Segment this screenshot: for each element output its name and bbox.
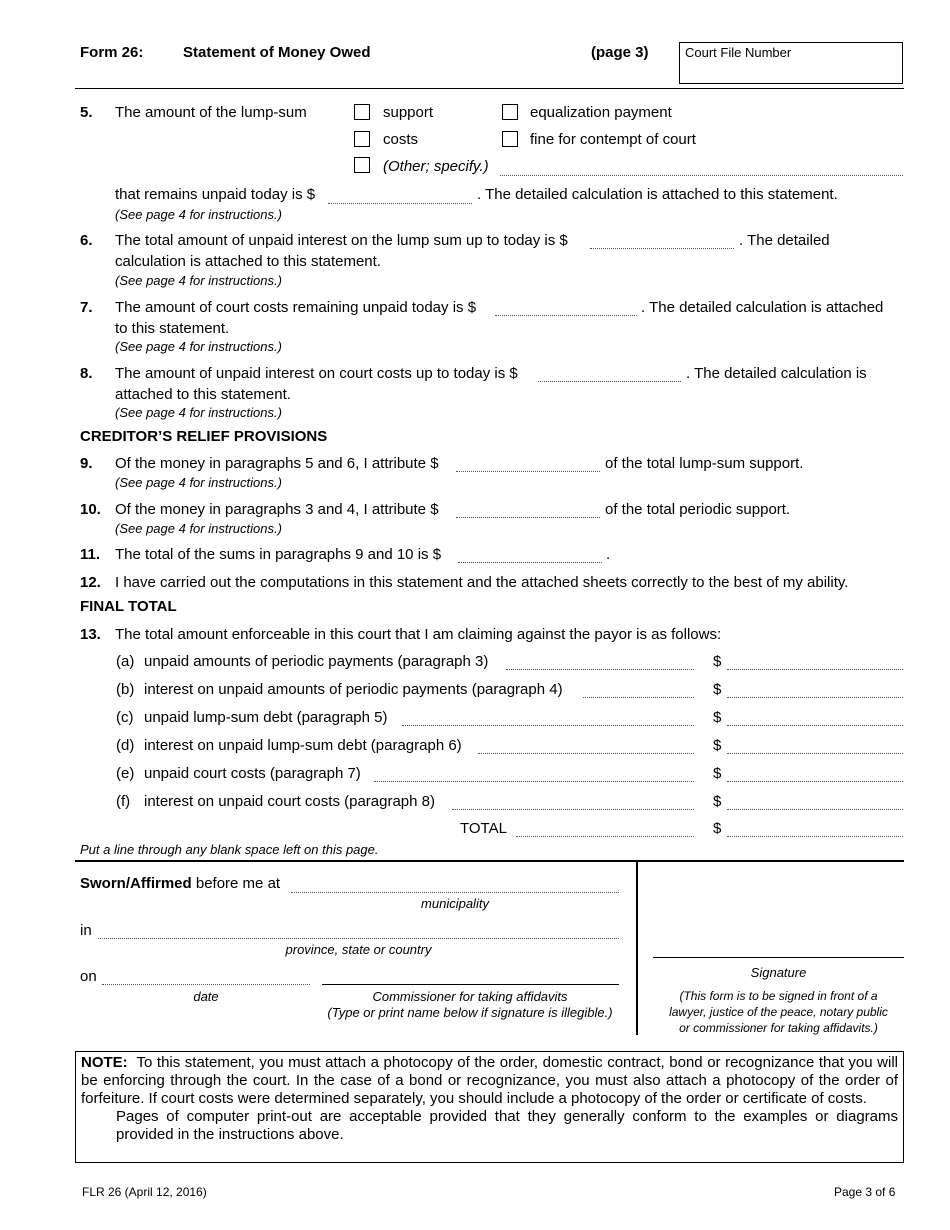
other-checkbox[interactable] [354, 157, 370, 173]
p7-line2: to this statement. [115, 320, 230, 337]
item-letter: (b) [116, 681, 135, 698]
p10-pre: Of the money in paragraphs 3 and 4, I attribute $ [115, 501, 439, 518]
province-field[interactable] [98, 938, 619, 939]
equalization-payment-label: equalization payment [530, 104, 672, 121]
fine-contempt-checkbox[interactable] [502, 131, 518, 147]
p9-instructions: (See page 4 for instructions.) [115, 475, 282, 490]
province-label: province, state or country [285, 942, 432, 957]
p13-number: 13. [80, 626, 101, 643]
item-amount-field[interactable] [727, 697, 903, 698]
currency-sign: $ [713, 681, 722, 698]
in-label: in [80, 922, 92, 939]
costs-checkbox[interactable] [354, 131, 370, 147]
total-leader [516, 836, 694, 837]
currency-sign: $ [713, 765, 722, 782]
municipality-field[interactable] [291, 892, 619, 893]
date-field[interactable] [102, 984, 310, 985]
item-amount-field[interactable] [727, 725, 903, 726]
support-checkbox[interactable] [354, 104, 370, 120]
item-label: interest on unpaid amounts of periodic payments (paragraph 4) [144, 681, 563, 698]
sworn-block-top-rule [75, 860, 904, 862]
note-text-2: Pages of computer print-out are acceptable provided that they generally conform to the examples or diagrams provided in the instructions above. [116, 1108, 898, 1143]
p7-number: 7. [80, 299, 93, 316]
equalization-payment-checkbox[interactable] [502, 104, 518, 120]
p9-number: 9. [80, 455, 93, 472]
signature-note-1: (This form is to be signed in front of a [679, 989, 878, 1003]
p6-line2: calculation is attached to this statement. [115, 253, 381, 270]
item-leader [374, 781, 694, 782]
note-box [75, 1051, 904, 1163]
p7-line1-post: . The detailed calculation is attached [641, 299, 884, 316]
p10-number: 10. [80, 501, 101, 518]
item-label: interest on unpaid lump-sum debt (paragraph 6) [144, 737, 462, 754]
commissioner-signature-line[interactable] [322, 984, 619, 985]
currency-sign: $ [713, 653, 722, 670]
signature-line[interactable] [653, 957, 904, 958]
item-label: unpaid court costs (paragraph 7) [144, 765, 361, 782]
item-label: unpaid lump-sum debt (paragraph 5) [144, 709, 388, 726]
p8-number: 8. [80, 365, 93, 382]
header-rule [75, 88, 904, 89]
item-amount-field[interactable] [727, 753, 903, 754]
fine-contempt-label: fine for contempt of court [530, 131, 696, 148]
p11-post: . [606, 546, 611, 563]
footer-form-version: FLR 26 (April 12, 2016) [82, 1185, 207, 1199]
item-leader [402, 725, 694, 726]
currency-sign: $ [713, 709, 722, 726]
p10-amount-field[interactable] [456, 517, 600, 518]
note-text: To this statement, you must attach a photocopy of the order, domestic contract, bond or recognizance that you will be enforcing through the court. In the case of a bond or recognizance, you must also attach a photocopy of the order of forfeiture. If court costs were determined separately, you should include a photocopy of the order or certificate of costs. [81, 1054, 898, 1107]
commissioner-sub-label: (Type or print name below if signature is illegible.) [327, 1005, 613, 1020]
p7-amount-field[interactable] [495, 315, 637, 316]
p8-line1-post: . The detailed calculation is [686, 365, 867, 382]
item-label: unpaid amounts of periodic payments (paragraph 3) [144, 653, 489, 670]
court-file-number-label: Court File Number [685, 45, 792, 60]
p11-amount-field[interactable] [458, 562, 602, 563]
support-label: support [383, 104, 434, 121]
date-label: date [193, 989, 219, 1004]
p7-line1: The amount of court costs remaining unpaid today is $ [115, 299, 477, 316]
item-letter: (e) [116, 765, 135, 782]
footer-page-number: Page 3 of 6 [834, 1185, 896, 1199]
item-amount-field[interactable] [727, 669, 903, 670]
before-me-at-label: before me at [195, 875, 281, 892]
p8-instructions: (See page 4 for instructions.) [115, 405, 282, 420]
note-label: NOTE: [81, 1054, 128, 1071]
item-letter: (a) [116, 653, 135, 670]
p9-post: of the total lump-sum support. [605, 455, 804, 472]
sworn-affirmed-label: Sworn/Affirmed [80, 875, 192, 892]
commissioner-label: Commissioner for taking affidavits [372, 989, 568, 1004]
currency-sign: $ [713, 793, 722, 810]
sworn-lead [80, 875, 280, 892]
sworn-block-divider [636, 860, 638, 1035]
other-specify-field[interactable] [500, 175, 903, 176]
item-leader [452, 809, 694, 810]
p5-lead: The amount of the lump-sum [115, 104, 307, 121]
p5-amount-field[interactable] [328, 203, 472, 204]
total-label: TOTAL [460, 820, 507, 837]
signature-label: Signature [750, 965, 807, 980]
currency-sign: $ [713, 737, 722, 754]
p10-post: of the total periodic support. [605, 501, 791, 518]
municipality-label: municipality [421, 896, 489, 911]
p9-amount-field[interactable] [456, 471, 600, 472]
p5-instructions: (See page 4 for instructions.) [115, 207, 282, 222]
p11-pre: The total of the sums in paragraphs 9 and 10 is $ [115, 546, 442, 563]
p5-number: 5. [80, 104, 93, 121]
item-leader [478, 753, 694, 754]
p5-tail-pre: that remains unpaid today is $ [115, 186, 316, 203]
currency-sign: $ [713, 820, 722, 837]
total-amount-field[interactable] [727, 836, 903, 837]
form-number: Form 26: [80, 44, 144, 61]
blank-space-note: Put a line through any blank space left on this page. [80, 842, 379, 857]
signature-note-3: or commissioner for taking affidavits.) [679, 1021, 878, 1035]
p13-text: The total amount enforceable in this court that I am claiming against the payor is as follows: [115, 626, 722, 643]
court-file-number-field[interactable] [679, 42, 903, 84]
costs-label: costs [383, 131, 419, 148]
p6-amount-field[interactable] [590, 248, 734, 249]
p8-line1: The amount of unpaid interest on court costs up to today is $ [115, 365, 518, 382]
p8-amount-field[interactable] [538, 381, 681, 382]
p12-number: 12. [80, 574, 101, 591]
item-leader [506, 669, 694, 670]
p7-instructions: (See page 4 for instructions.) [115, 339, 282, 354]
item-amount-field[interactable] [727, 809, 903, 810]
signature-note-2: lawyer, justice of the peace, notary public [669, 1005, 888, 1019]
final-total-heading: FINAL TOTAL [80, 598, 177, 615]
creditor-relief-heading: CREDITOR’S RELIEF PROVISIONS [80, 428, 328, 445]
p6-line1: The total amount of unpaid interest on the lump sum up to today is $ [115, 232, 568, 249]
p9-pre: Of the money in paragraphs 5 and 6, I attribute $ [115, 455, 439, 472]
item-letter: (c) [116, 709, 134, 726]
other-label: (Other; specify.) [383, 158, 489, 175]
p11-number: 11. [80, 546, 101, 563]
p6-line1-post: . The detailed [739, 232, 830, 249]
p5-tail-post: . The detailed calculation is attached to this statement. [477, 186, 838, 203]
form-title: Statement of Money Owed [183, 44, 371, 61]
on-label: on [80, 968, 97, 985]
p12-text: I have carried out the computations in this statement and the attached sheets correctly to the best of my ability. [115, 574, 849, 591]
item-leader [583, 697, 694, 698]
p8-line2: attached to this statement. [115, 386, 291, 403]
p6-instructions: (See page 4 for instructions.) [115, 273, 282, 288]
note-paragraph [81, 1054, 898, 1108]
p10-instructions: (See page 4 for instructions.) [115, 521, 282, 536]
item-amount-field[interactable] [727, 781, 903, 782]
p6-number: 6. [80, 232, 93, 249]
item-letter: (d) [116, 737, 135, 754]
item-label: interest on unpaid court costs (paragraph 8) [144, 793, 435, 810]
page-label: (page 3) [591, 44, 649, 61]
item-letter: (f) [116, 793, 131, 810]
